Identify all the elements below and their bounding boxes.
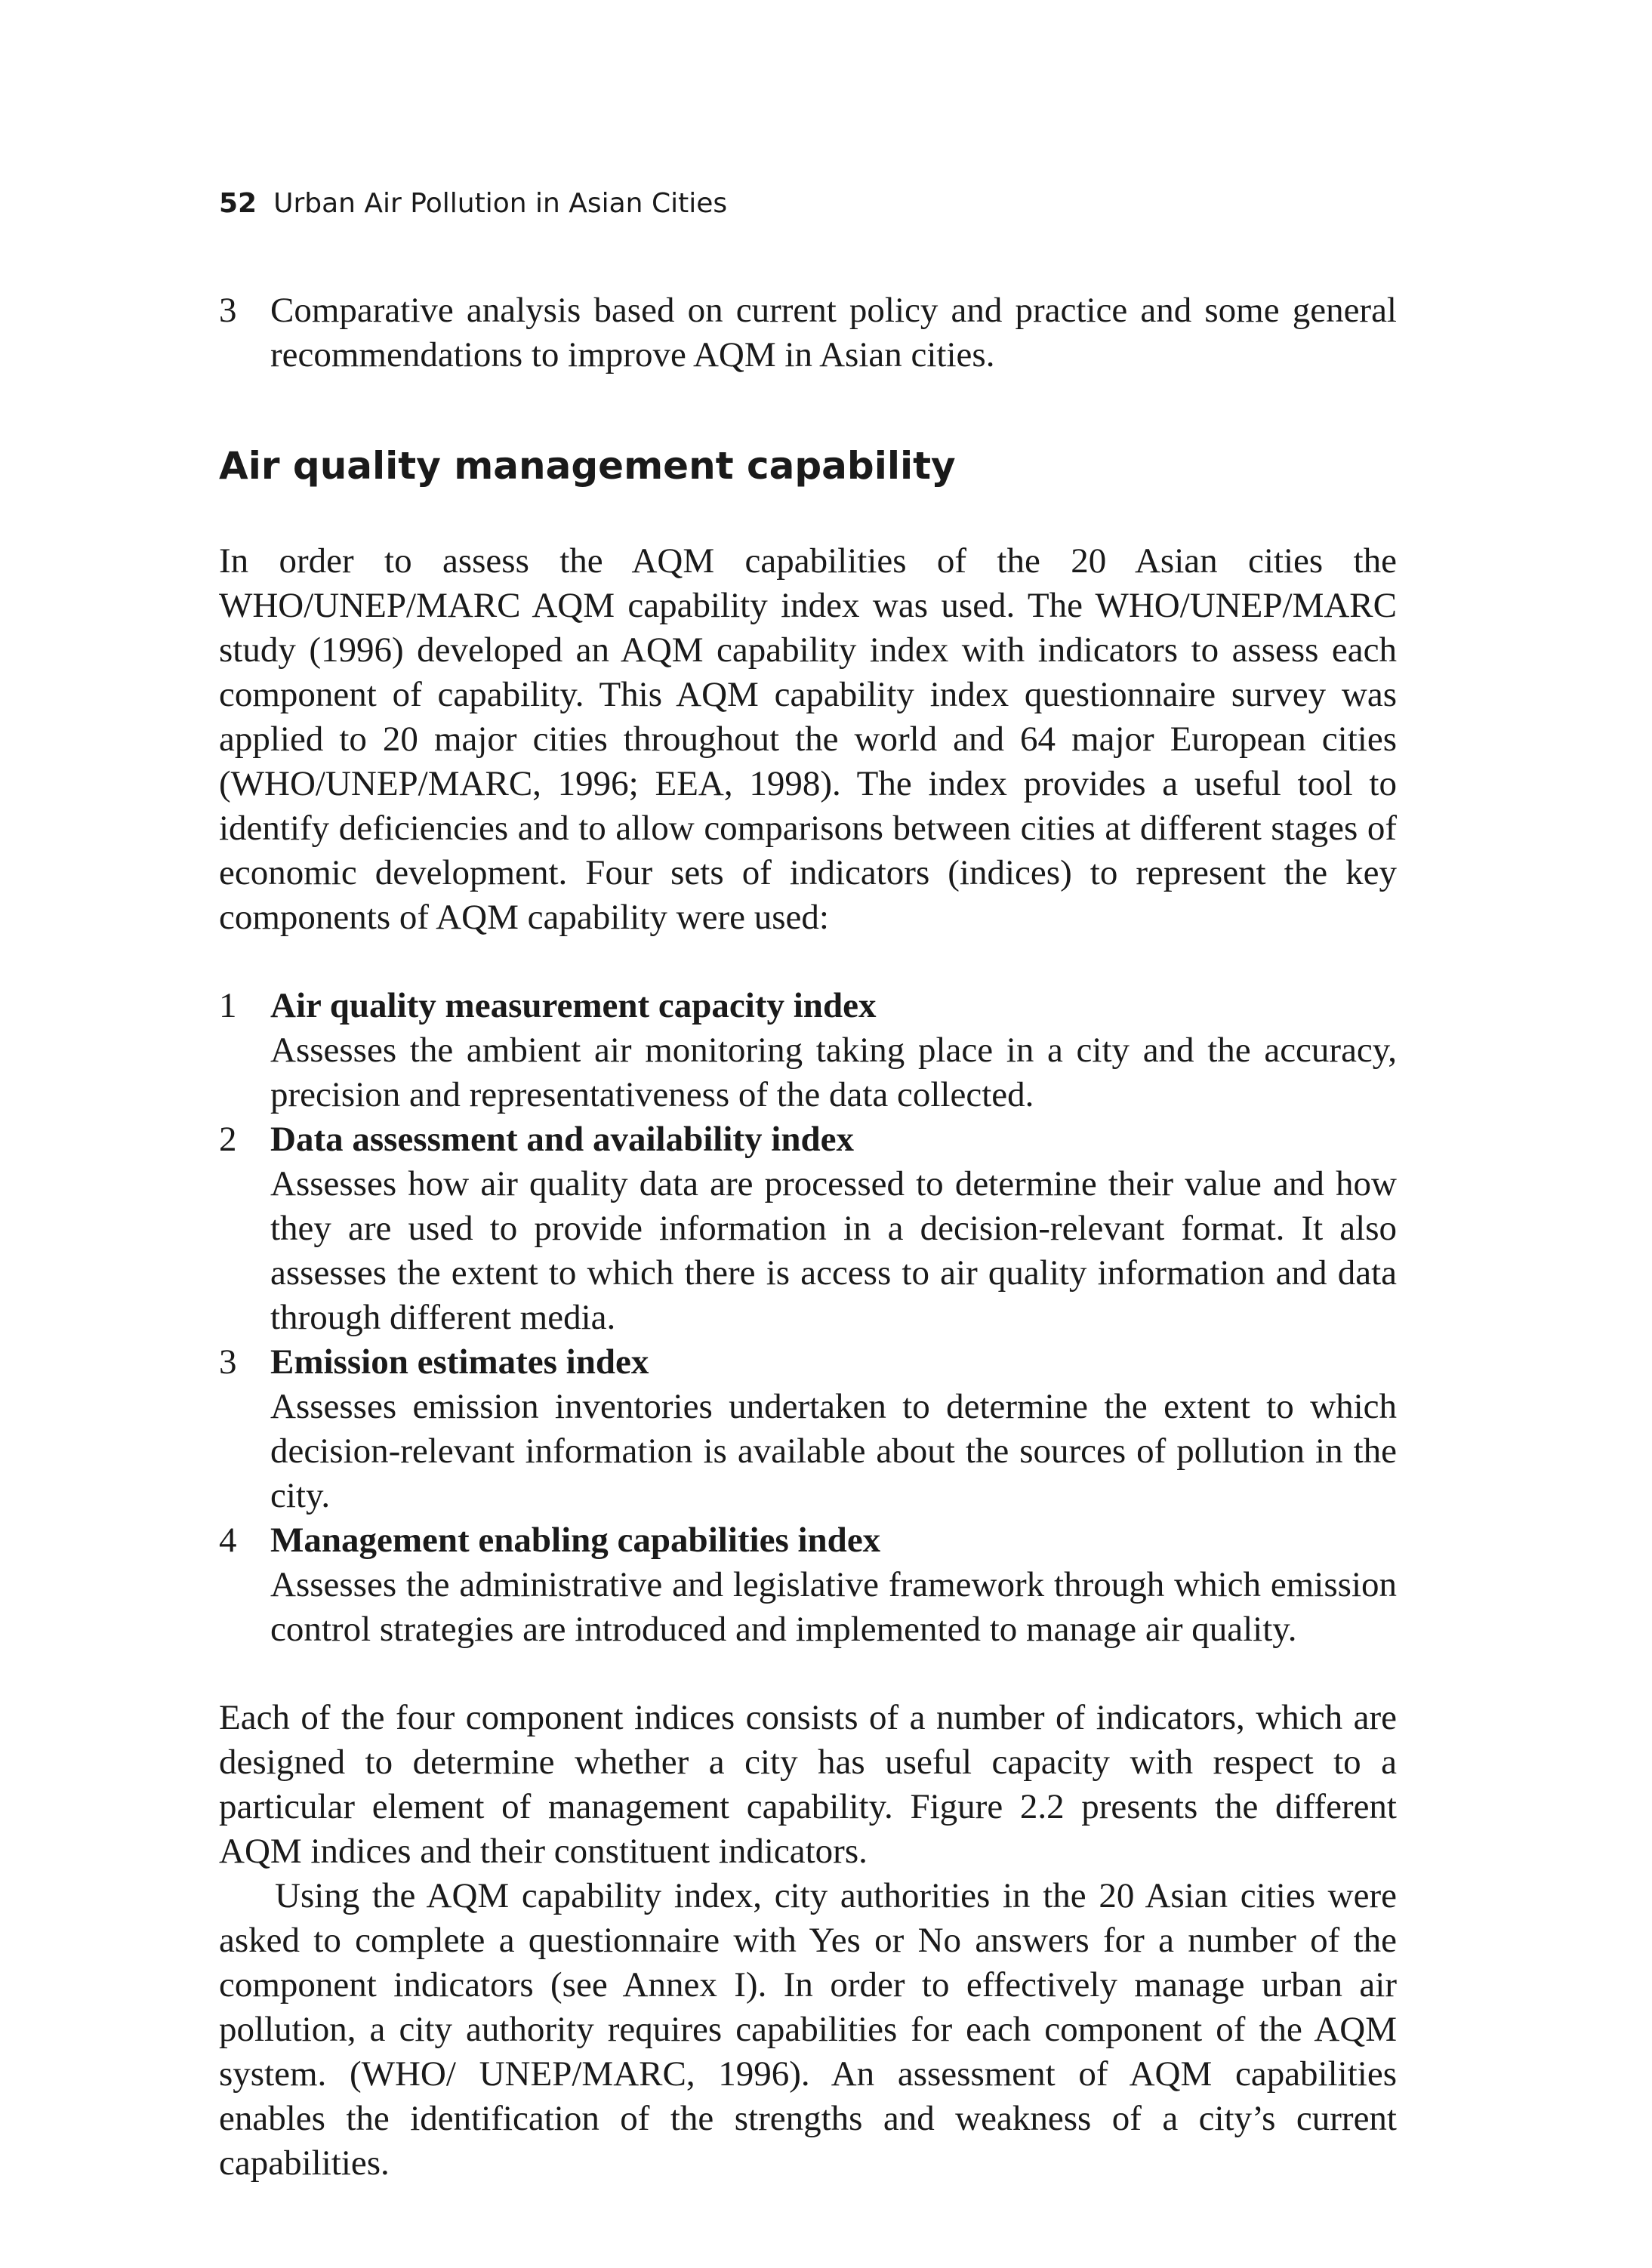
index-title: Air quality measurement capacity index	[270, 986, 877, 1025]
list-item	[219, 1340, 1397, 1518]
indices-list	[219, 984, 1397, 1652]
running-title: Urban Air Pollution in Asian Cities	[273, 188, 728, 219]
index-description: Assesses the administrative and legislative framework through which emission control strategies are introduced and implemented to manage air quality.	[270, 1565, 1397, 1649]
list-item-number: 4	[219, 1521, 237, 1560]
paragraph: Each of the four component indices consists of a number of indicators, which are designed to determine whether a city has useful capacity with respect to a particular element of management capability. Figure 2.2 presents the different AQM indices and their constituent indicators.	[219, 1698, 1397, 1871]
paragraph: In order to assess the AQM capabilities of the 20 Asian cities the WHO/UNEP/MARC AQM capability index was used. The WHO/UNEP/MARC study (1996) developed an AQM capability index with indicators to assess each component of capability. This AQM capability index questionnaire survey was applied to 20 major cities throughout the world and 64 major European cities (WHO/UNEP/MARC, 1996; EEA, 1998). The index provides a useful tool to identify deficiencies and to allow comparisons between cities at different stages of economic development. Four sets of indicators (indices) to represent the key components of AQM capability were used:	[219, 541, 1397, 937]
index-title: Management enabling capabilities index	[270, 1521, 881, 1560]
index-title: Emission estimates index	[270, 1342, 649, 1382]
list-item-text: Comparative analysis based on current policy and practice and some general recommendations to improve AQM in Asian cities.	[270, 291, 1397, 374]
index-description: Assesses the ambient air monitoring taking place in a city and the accuracy, precision and representativeness of the data collected.	[270, 1031, 1397, 1114]
list-item-number: 1	[219, 986, 237, 1025]
intro-list	[219, 288, 1397, 377]
page-number: 52	[219, 188, 257, 219]
index-title: Data assessment and availability index	[270, 1120, 854, 1159]
running-header	[219, 187, 1397, 220]
list-item-number: 3	[219, 1342, 237, 1382]
paragraph: Using the AQM capability index, city authorities in the 20 Asian cities were asked to complete a questionnaire with Yes or No answers for a number of the component indicators (see Annex I). In order to effectively manage urban air pollution, a city authority requires capabilities for each component of the AQM system. (WHO/ UNEP/MARC, 1996). An assessment of AQM capabilities enables the identification of the strengths and weakness of a city’s current capabilities.	[219, 1876, 1397, 2183]
list-item	[219, 984, 1397, 1117]
book-page	[219, 187, 1397, 2186]
index-description: Assesses how air quality data are processed to determine their value and how they are used to provide information in a decision-relevant format. It also assesses the extent to which there is access to air quality information and data through different media.	[270, 1164, 1397, 1337]
list-item	[219, 288, 1397, 377]
index-description: Assesses emission inventories undertaken to determine the extent to which decision-relevant information is available about the sources of pollution in the city.	[270, 1387, 1397, 1515]
list-item-number: 3	[219, 291, 237, 330]
list-item	[219, 1117, 1397, 1340]
list-item-number: 2	[219, 1120, 237, 1159]
section-heading: Air quality management capability	[219, 444, 956, 488]
list-item	[219, 1518, 1397, 1652]
